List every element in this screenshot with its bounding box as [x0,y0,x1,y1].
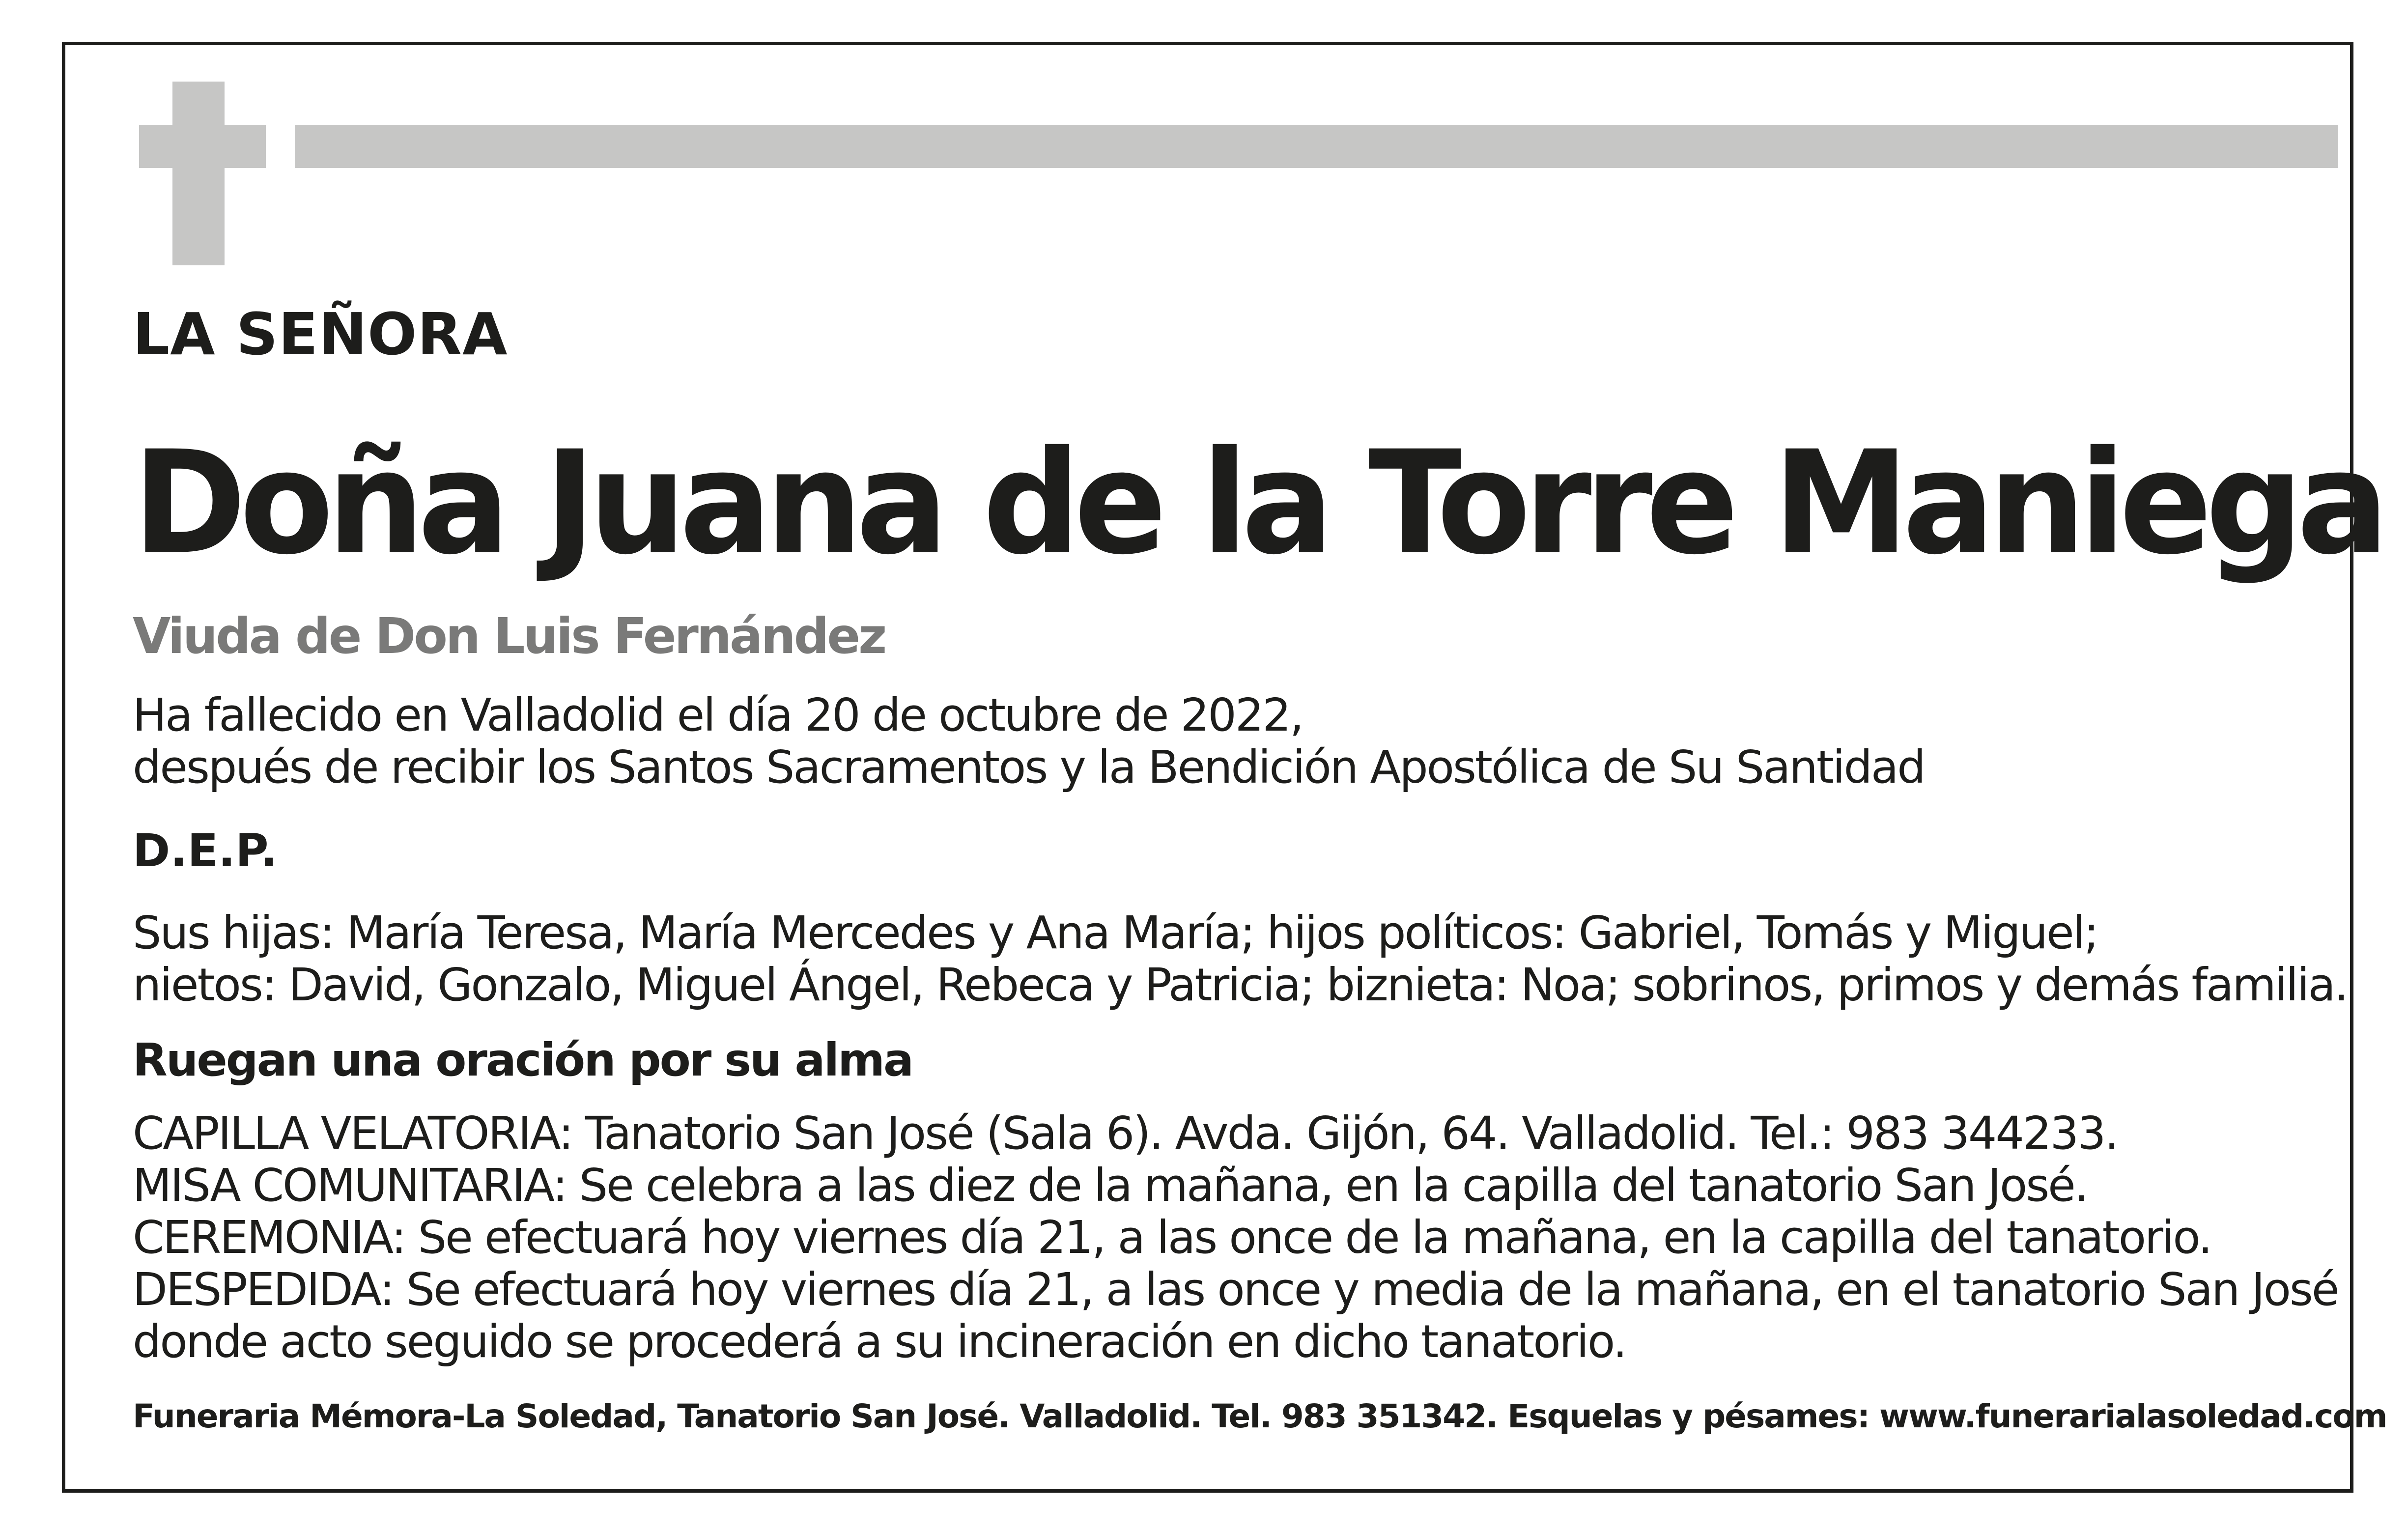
death-line: después de recibir los Santos Sacramentos y la Bendición Apostólica de Su Santidad [133,741,1925,794]
cross-horizontal-beam [139,125,266,168]
service-details [133,1107,2338,1368]
cross-vertical-beam [172,82,225,265]
deceased-name: Doña Juana de la Torre Maniega [133,421,2383,586]
death-announcement [133,689,1925,794]
service-line-farewell-continued: donde acto seguido se procederá a su incineración en dicho tanatorio. [133,1315,1626,1368]
service-line-chapel: CAPILLA VELATORIA: Tanatorio San José (Sala 6). Avda. Gijón, 64. Valladolid. Tel.: 983 344233. [133,1107,2118,1160]
rest-in-peace: D.E.P. [133,824,278,877]
service-line-farewell: DESPEDIDA: Se efectuará hoy viernes día 21, a las once y media de la mañana, en el tanatorio San José [133,1263,2338,1316]
family-list [133,907,2347,1011]
service-line-ceremony: CEREMONIA: Se efectuará hoy viernes día 21, a las once de la mañana, en la capilla del tanatorio. [133,1211,2211,1264]
prayer-request: Ruegan una oración por su alma [133,1034,913,1086]
header-divider-bar [295,125,2338,168]
funeral-home-footer: Funeraria Mémora-La Soledad, Tanatorio San José. Valladolid. Tel. 983 351342. Esquelas y pésames: www.funerarialasoledad.com [133,1397,2387,1435]
family-line: nietos: David, Gonzalo, Miguel Ángel, Rebeca y Patricia; biznieta: Noa; sobrinos, primos y demás familia. [133,959,2348,1011]
death-line: Ha fallecido en Valladolid el día 20 de octubre de 2022, [133,689,1303,741]
service-line-mass: MISA COMUNITARIA: Se celebra a las diez de la mañana, en la capilla del tanatorio San José. [133,1159,2088,1212]
widow-of: Viuda de Don Luis Fernández [133,607,885,665]
family-line: Sus hijas: María Teresa, María Mercedes y Ana María; hijos políticos: Gabriel, Tomás y Miguel; [133,907,2098,959]
honorific: LA SEÑORA [133,300,508,368]
